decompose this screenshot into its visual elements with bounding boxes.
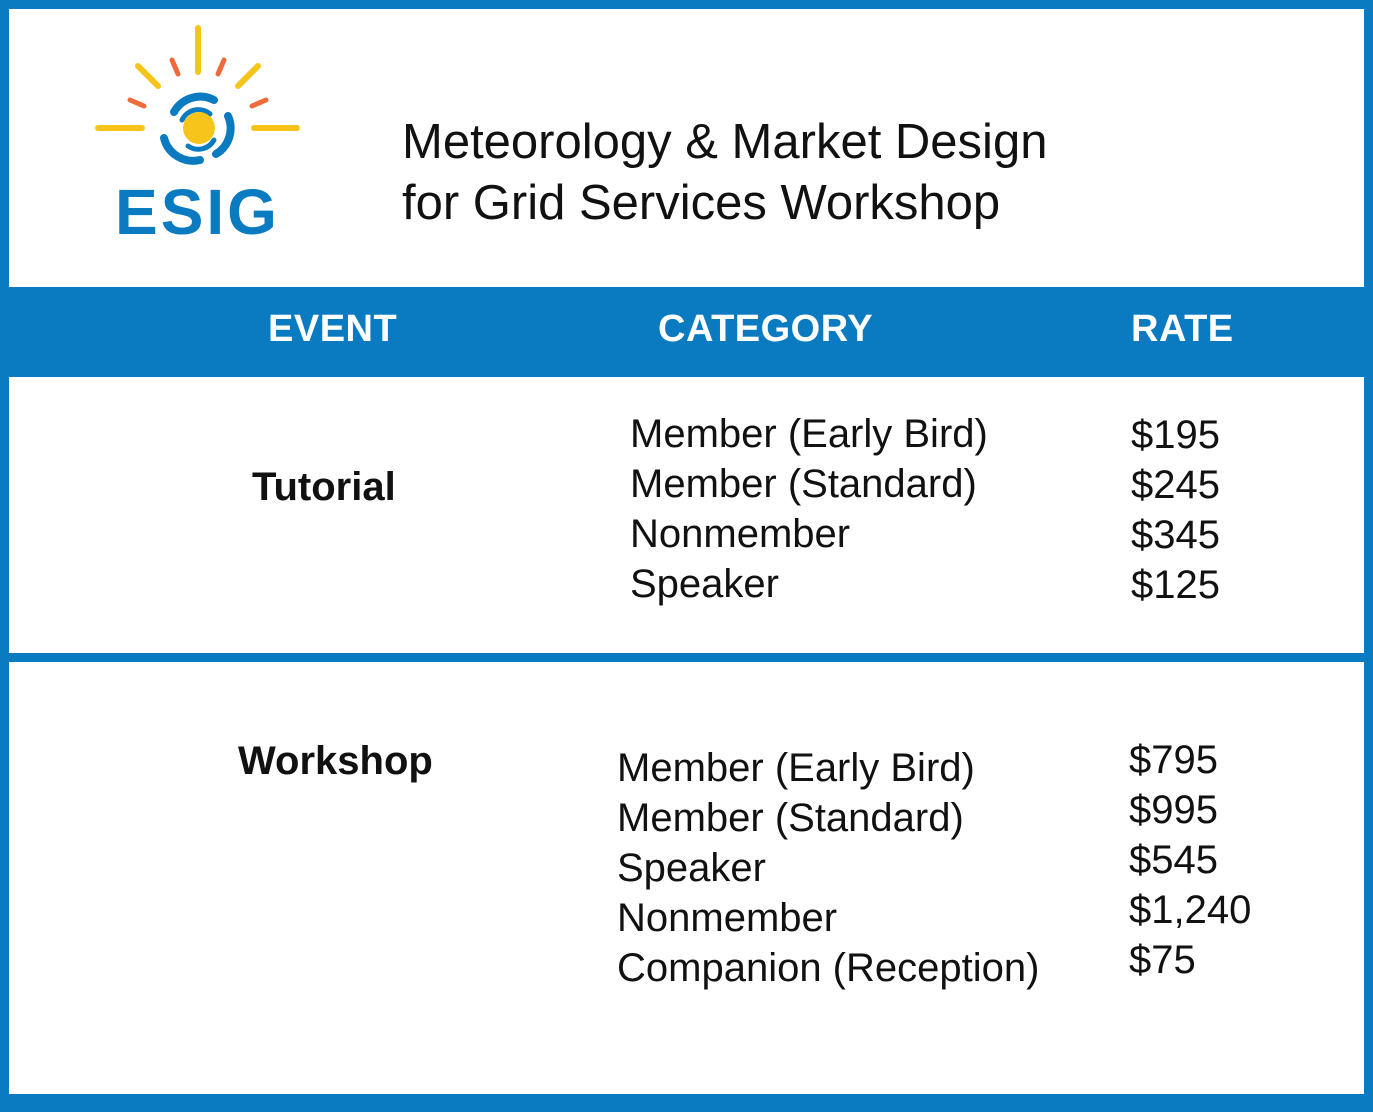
category-cell: Nonmember [630, 512, 851, 556]
sun-swirl-logo-icon [90, 22, 305, 182]
category-cell: Companion (Reception) [617, 946, 1040, 990]
rate-cell: $75 [1129, 938, 1196, 982]
category-cell: Speaker [630, 562, 779, 606]
column-header-rate: RATE [1131, 308, 1234, 350]
category-cell: Member (Standard) [617, 796, 964, 840]
tutorial-rate-list [1131, 410, 1220, 610]
border-right [1364, 0, 1373, 1112]
event-workshop: Workshop [238, 739, 433, 783]
rate-cell: $1,240 [1129, 888, 1252, 932]
rate-cell: $795 [1129, 738, 1218, 782]
rate-cell: $195 [1131, 413, 1220, 457]
border-bottom [0, 1094, 1373, 1112]
rate-cell: $995 [1129, 788, 1218, 832]
workshop-category-list [617, 743, 1039, 993]
title-line-1: Meteorology & Market Design [402, 115, 1048, 169]
title-line-2: for Grid Services Workshop [402, 176, 1001, 230]
section-divider [0, 653, 1373, 662]
rate-cell: $125 [1131, 563, 1220, 607]
category-cell: Speaker [617, 846, 766, 890]
page-title [402, 112, 1047, 234]
tutorial-category-list [630, 409, 988, 609]
logo-wordmark: ESIG [115, 176, 280, 248]
border-left [0, 0, 9, 1112]
category-cell: Member (Early Bird) [617, 746, 975, 790]
rate-cell: $545 [1129, 838, 1218, 882]
column-header-event: EVENT [268, 308, 398, 350]
category-cell: Member (Standard) [630, 462, 977, 506]
workshop-rate-list [1129, 735, 1251, 985]
column-header-category: CATEGORY [658, 308, 874, 350]
rate-cell: $345 [1131, 513, 1220, 557]
table-header [0, 287, 1373, 377]
category-cell: Member (Early Bird) [630, 412, 988, 456]
event-tutorial: Tutorial [252, 465, 396, 509]
category-cell: Nonmember [617, 896, 838, 940]
rate-cell: $245 [1131, 463, 1220, 507]
border-top [0, 0, 1373, 9]
